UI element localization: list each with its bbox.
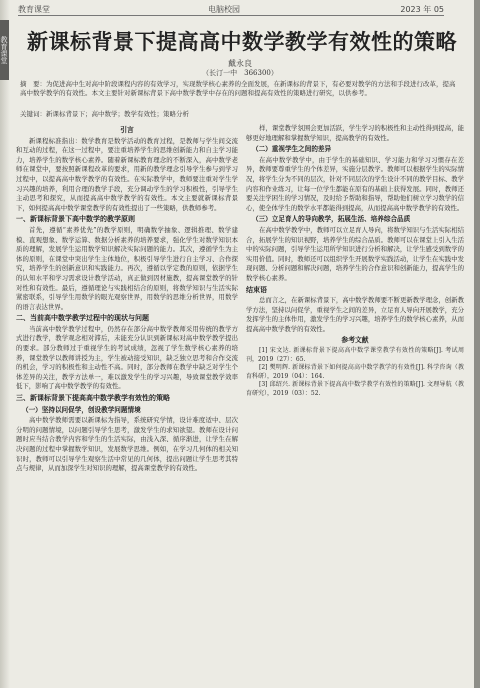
header-magazine: 电脑校园 — [208, 5, 240, 14]
reference-item: [3] 邱绍兴. 新课标背景下提高高中数学教学有效性的策略[J]. 文理导航（教育研究），2019（03）：52. — [246, 381, 464, 398]
section-heading: 三、新课标背景下提高高中数学教学有效性的策略 — [16, 394, 170, 403]
paragraph: 当前高中数学教学过程中，仍然存在部分高中数学教师采用传统的教学方式进行教学，教学观念相对滞后，未能充分认识到新课标对高中数学教学提出的要求。部分教师过于重视学生的考试成绩，忽视了学生数学核心素养的培养，课堂教学以教师讲授为主，学生被动接受知识，缺乏独立思考和合作交流的机会，学习的积极性和主动性不高。同时，部分教师在教学中缺乏对学生个体差异的关注，教学方法单一，难以激发学生的学习兴趣，导致课堂教学效率低下，影响了高中数学教学的有效性。 — [16, 324, 238, 391]
section-heading: 一、新课标背景下高中数学的教学原则 — [16, 215, 135, 224]
article-affiliation: （长汀一中 366300） — [202, 69, 278, 77]
keywords: 关键词：新课标背景下；高中数学；教学有效性；策略分析 — [20, 110, 189, 118]
section-heading: （三）立足育人的导向教学，拓展生活、培养综合品质 — [252, 215, 411, 224]
section-heading: 引言 — [120, 126, 134, 134]
paragraph: 高中数学教师需要以新课标为指导，系统研究学情，设计难度适中、层次分明的问题情境，以问题引导学生思考，激发学生的求知欲望。教师在设计问题时应当结合教学内容和学生的生活实际，由浅入深、循序渐进，让学生在解决问题的过程中掌握数学知识，发展数学思维。例如，在学习几何体的相关知识时，教师可以引导学生观察生活中常见的几何体，提出问题让学生思考其特点与规律，从而加深学生对知识的理解，提高课堂教学的有效性。 — [16, 416, 238, 473]
reference-item: [1] 宋文达. 新课标背景下提高高中数学课堂教学有效性的策略[J]. 考试周刊，2019（27）：65. — [246, 347, 464, 363]
left-column — [16, 124, 238, 475]
reference-item: [2] 樊明辉. 新课标背景下如何提高高中数学教学的有效性[J]. 科学咨询（教育科研），2019（04）：164. — [246, 364, 464, 380]
section-heading: （二）重视学生之间的差异 — [252, 145, 332, 154]
header-issue: 2023 年 05 — [400, 5, 444, 14]
paragraph: 样，课堂教学氛围会更加活跃，学生学习的积极性和主动性得到提高，能够更好地理解和掌握数学知识，提高教学的有效性。 — [246, 124, 464, 142]
side-section-tab: 教育课堂 — [0, 20, 9, 80]
page-gutter-shadow — [0, 0, 10, 688]
abstract: 摘 要：为促进高中生对高中阶段课程内容的有效学习，实现数学核心素养的全面发展，在新课标的背景下，有必要对教学的方法和手段进行改革，提高高中数学教学的有效性。本文主要针对新课标背景下高中数学教学中存在的问题和提高有效性的策略进行研究，以供参考。 — [20, 80, 456, 97]
header-rule — [18, 15, 444, 16]
right-column — [246, 124, 464, 399]
article-author: 戴永良 — [228, 59, 252, 68]
paragraph: 新课程标准指出：数学教育是数学活动的教育过程，是教师与学生间交流和互动的过程，在这一过程中，要注重培养学生的思维创新能力和自主学习能力，培养学生的数学核心素养。随着新课标教育理念的不断深入，高中数学老师在课堂中，要按照新课程改革的要求，用新的教学理念引导学生参与到学习过程中，以提高高中数学教学的有效性。在实际教学中，教师要注重对学生学习兴趣的培养，利用合理的教学手段，充分调动学生的学习积极性，引导学生主动思考和探究，从而提高高中数学教学的有效性。本文主要就新课标背景下，如何提高高中数学课堂教学的有效性提出了一些策略，供教师参考。 — [16, 136, 238, 212]
section-heading: 结束语 — [246, 285, 267, 294]
section-heading: 二、当前高中数学教学过程中的现状与问题 — [16, 314, 149, 323]
header-section: 教育课堂 — [18, 5, 50, 14]
article-title: 新课标背景下提高高中数学教学有效性的策略 — [27, 30, 457, 54]
paragraph: 总而言之，在新课标背景下，高中数学教师要不断更新教学理念，创新教学方法，坚持以问促学，重视学生之间的差异，立足育人导向开展教学，充分发挥学生的主体作用，激发学生的学习兴趣，培养学生的数学核心素养，从而提高高中数学教学的有效性。 — [246, 296, 464, 333]
paragraph: 在高中数学教学中，由于学生的基础知识、学习能力和学习习惯存在差异，教师要尊重学生的个体差异，实施分层教学。教师可以根据学生的实际情况，将学生分为不同的层次，针对不同层次的学生设计不同的教学目标、教学内容和作业练习，让每一位学生都能在原有的基础上获得发展。同时，教师还要关注学困生的学习情况，及时给予帮助和指导，帮助他们树立学习数学的信心，使全体学生的数学水平都能得到提高，从而提高高中数学教学的有效性。 — [246, 155, 464, 212]
paragraph: 首先，遵循“素养优先”的教学原则，明确数学抽象、逻辑推理、数学建模、直观想象、数学运算、数据分析素养的培养要求，强化学生对数学知识本质的理解，发展学生运用数学知识解决实际问题的能力。其次，遵循学生为主体的原则，在课堂中突出学生主体地位，积极引导学生进行自主学习、合作探究，培养学生的创新意识和实践能力。再次，遵循以学定教的原则，依据学生的认知水平和学习需求设计教学活动，真正做到因材施教，提高课堂教学的针对性和有效性。最后，遵循理论与实践相结合的原则，将数学知识与生活实际紧密联系，引导学生用数学的眼光观察世界，用数学的思维分析世界，用数学的语言表达世界。 — [16, 225, 238, 311]
paragraph: 在高中数学教学中，教师可以立足育人导向，将数学知识与生活实际相结合，拓展学生的知识视野，培养学生的综合品质。教师可以在课堂上引入生活中的实际问题，引导学生运用所学知识进行分析和解决，让学生感受到数学的实用价值。同时，教师还可以组织学生开展数学实践活动，让学生在实践中发现问题、分析问题和解决问题，培养学生的合作意识和创新能力，提高学生的数学核心素养。 — [246, 225, 464, 282]
section-heading: （一）坚持以问促学，创设教学问题情境 — [22, 405, 141, 414]
section-heading: 参考文献 — [341, 336, 369, 345]
